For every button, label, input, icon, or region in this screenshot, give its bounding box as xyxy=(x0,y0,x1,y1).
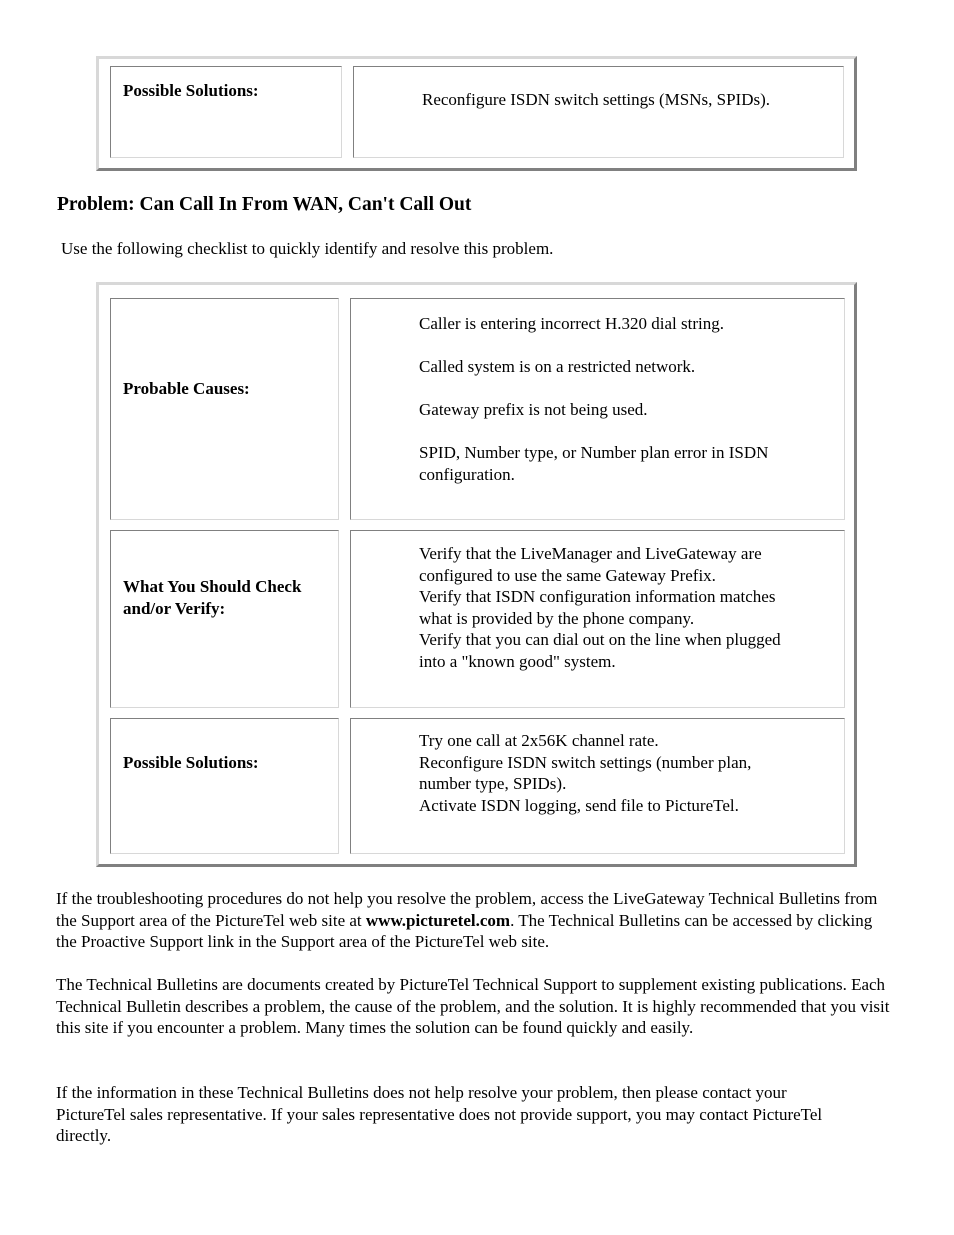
check-verify-line: what is provided by the phone company. xyxy=(419,608,695,628)
check-verify-line: Verify that you can dial out on the line when plugged xyxy=(419,630,781,649)
cause-item: Called system is on a restricted network. xyxy=(419,357,696,376)
footer-p1-text: If the troubleshooting procedures do not help you resolve the problem, access the LiveGateway Technical Bulletins from the Support area of the PictureTel web site at xyxy=(56,889,878,930)
section-heading: Problem: Can Call In From WAN, Can't Call Out xyxy=(57,194,472,215)
possible-solutions-label-cell xyxy=(110,718,339,854)
solution-line: number type, SPIDs). xyxy=(419,774,567,793)
top-solutions-label: Possible Solutions: xyxy=(123,81,259,100)
check-verify-line: Verify that the LiveManager and LiveGateway are xyxy=(419,544,762,563)
footer-paragraph-1 xyxy=(56,888,896,953)
probable-causes-content-cell xyxy=(350,298,845,520)
possible-solutions-label: Possible Solutions: xyxy=(123,753,259,772)
solution-line: Activate ISDN logging, send file to PictureTel. xyxy=(419,795,739,815)
cause-item: SPID, Number type, or Number plan error in ISDN xyxy=(419,443,769,462)
cause-item: Gateway prefix is not being used. xyxy=(419,400,648,419)
cause-item: Caller is entering incorrect H.320 dial string. xyxy=(419,314,724,333)
probable-causes-label-cell xyxy=(110,298,339,520)
check-verify-label-line: and/or Verify: xyxy=(123,598,226,618)
check-verify-list xyxy=(419,543,834,672)
possible-solutions-list xyxy=(419,730,828,816)
possible-solutions-content-cell xyxy=(350,718,845,854)
cause-item: configuration. xyxy=(419,464,515,484)
check-verify-line: into a "known good" system. xyxy=(419,651,616,671)
check-verify-label-line: What You Should Check xyxy=(123,577,302,596)
picturetel-url: www.picturetel.com xyxy=(365,910,511,930)
probable-causes-label: Probable Causes: xyxy=(123,379,250,398)
check-verify-label xyxy=(123,576,330,619)
top-solutions-label-cell xyxy=(110,66,342,158)
solution-line: Try one call at 2x56K channel rate. xyxy=(419,731,659,750)
check-verify-line: configured to use the same Gateway Prefix. xyxy=(419,565,716,585)
checklist-table xyxy=(96,282,857,867)
check-verify-label-cell xyxy=(110,530,339,708)
check-verify-content-cell xyxy=(350,530,845,708)
footer-paragraph-3: If the information in these Technical Bulletins does not help resolve your problem, then please contact your PictureTel sales representative. If your sales representative does not provide support, you may contact PictureTel directly. xyxy=(56,1083,823,1145)
footer-paragraph-2: The Technical Bulletins are documents created by PictureTel Technical Support to supplement existing publications. Each Technical Bulletin describes a problem, the cause of the problem, and the solution. It is highly recommended that you visit this site if you encounter a problem. Many times the solution can be found quickly and easily. xyxy=(56,975,890,1037)
section-intro: Use the following checklist to quickly identify and resolve this problem. xyxy=(61,239,554,258)
check-verify-line: Verify that ISDN configuration information matches xyxy=(419,587,776,606)
top-solutions-table xyxy=(96,56,857,171)
solution-line: Reconfigure ISDN switch settings (number plan, xyxy=(419,752,752,772)
top-solutions-content-cell xyxy=(353,66,844,158)
footer-p1-text-end: . The Technical Bulletins can be accessed by clicking the Proactive Support link in the Support area of the PictureTel web site. xyxy=(56,910,873,951)
probable-causes-list xyxy=(419,313,828,485)
top-solutions-content: Reconfigure ISDN switch settings (MSNs, SPIDs). xyxy=(422,90,771,109)
